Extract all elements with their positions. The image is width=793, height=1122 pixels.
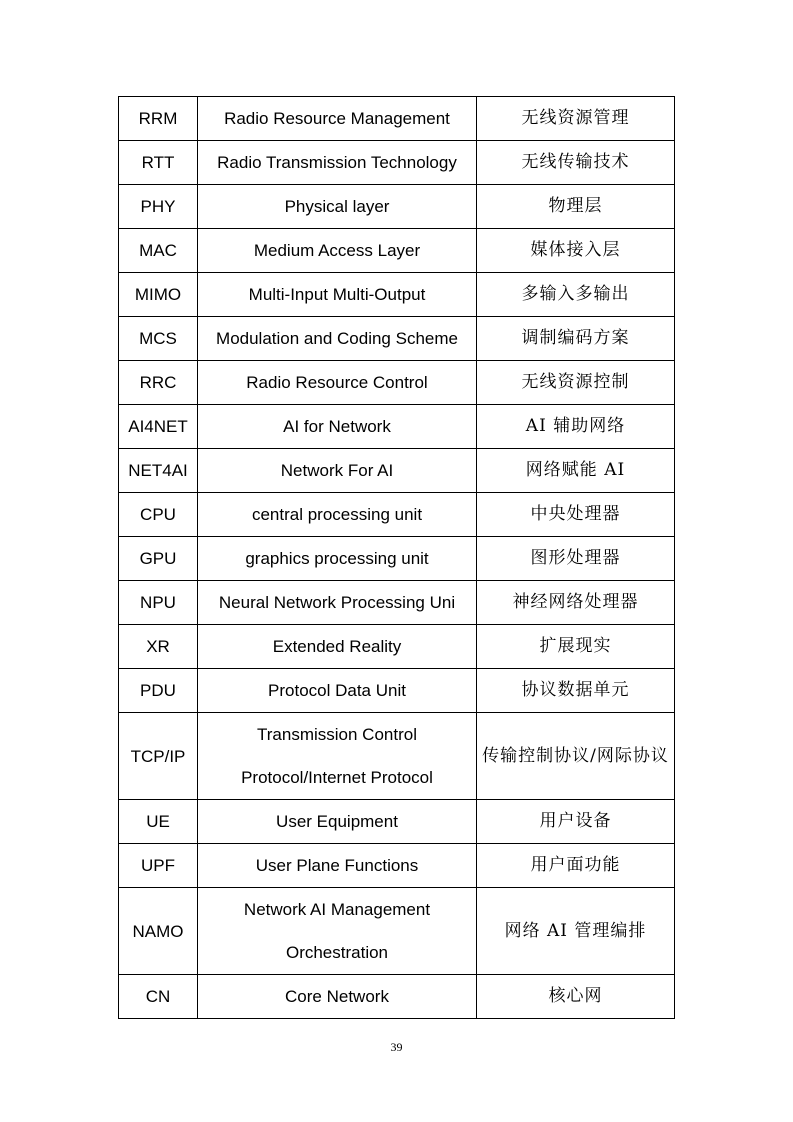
chinese-term-cell: 协议数据单元	[477, 669, 675, 713]
abbreviation-cell: UE	[119, 800, 198, 844]
chinese-term-cell: 无线资源控制	[477, 361, 675, 405]
table-row	[119, 405, 675, 449]
abbreviation-cell: RRC	[119, 361, 198, 405]
chinese-term-cell: 调制编码方案	[477, 317, 675, 361]
chinese-term-cell: 核心网	[477, 975, 675, 1019]
abbreviation-cell: RTT	[119, 141, 198, 185]
full-name-cell	[198, 888, 477, 975]
table-row	[119, 141, 675, 185]
chinese-term-cell: 物理层	[477, 185, 675, 229]
abbreviation-cell: PDU	[119, 669, 198, 713]
full-name-cell: Physical layer	[198, 185, 477, 229]
table-row	[119, 625, 675, 669]
full-name-cell: Extended Reality	[198, 625, 477, 669]
full-name-cell: graphics processing unit	[198, 537, 477, 581]
full-name-cell: Radio Resource Management	[198, 97, 477, 141]
chinese-term-cell: 无线传输技术	[477, 141, 675, 185]
abbreviation-cell: CPU	[119, 493, 198, 537]
chinese-term-cell: 传输控制协议/网际协议	[477, 713, 675, 800]
full-name-cell: Radio Transmission Technology	[198, 141, 477, 185]
abbreviation-cell: NET4AI	[119, 449, 198, 493]
chinese-term-cell: 用户设备	[477, 800, 675, 844]
table-row	[119, 361, 675, 405]
table-row	[119, 97, 675, 141]
abbreviation-cell: AI4NET	[119, 405, 198, 449]
full-name-line: Orchestration	[285, 943, 389, 962]
full-name-cell: AI for Network	[198, 405, 477, 449]
full-name-cell	[198, 713, 477, 800]
chinese-term-cell: 用户面功能	[477, 844, 675, 888]
abbreviation-cell: CN	[119, 975, 198, 1019]
abbreviation-cell: MAC	[119, 229, 198, 273]
full-name-cell: Medium Access Layer	[198, 229, 477, 273]
abbreviation-cell: MCS	[119, 317, 198, 361]
table-row	[119, 449, 675, 493]
chinese-term-cell: 网络赋能 AI	[477, 449, 675, 493]
table-row	[119, 185, 675, 229]
full-name-cell: User Equipment	[198, 800, 477, 844]
table-row	[119, 800, 675, 844]
chinese-term-cell: 媒体接入层	[477, 229, 675, 273]
full-name-cell: User Plane Functions	[198, 844, 477, 888]
chinese-term-cell: 神经网络处理器	[477, 581, 675, 625]
chinese-term-cell: 图形处理器	[477, 537, 675, 581]
full-name-cell: Protocol Data Unit	[198, 669, 477, 713]
full-name-line: Protocol/Internet Protocol	[241, 768, 433, 787]
page-number: 39	[390, 1040, 403, 1054]
table-row	[119, 669, 675, 713]
chinese-term-cell: 中央处理器	[477, 493, 675, 537]
chinese-term-cell: 网络 AI 管理编排	[477, 888, 675, 975]
full-name-cell: Network For AI	[198, 449, 477, 493]
abbreviation-cell: NPU	[119, 581, 198, 625]
table-row	[119, 713, 675, 800]
abbreviation-cell: UPF	[119, 844, 198, 888]
chinese-term-cell: 无线资源管理	[477, 97, 675, 141]
abbreviation-cell: NAMO	[119, 888, 198, 975]
table-row	[119, 975, 675, 1019]
abbreviation-cell: RRM	[119, 97, 198, 141]
abbreviation-cell: MIMO	[119, 273, 198, 317]
full-name-cell: central processing unit	[198, 493, 477, 537]
full-name-cell: Neural Network Processing Uni	[198, 581, 477, 625]
full-name-cell: Multi-Input Multi-Output	[198, 273, 477, 317]
full-name-line: Network AI Management	[243, 900, 431, 919]
abbreviation-cell: GPU	[119, 537, 198, 581]
abbreviation-table	[118, 96, 675, 1019]
table-row	[119, 317, 675, 361]
abbreviation-cell: PHY	[119, 185, 198, 229]
full-name-cell: Modulation and Coding Scheme	[198, 317, 477, 361]
full-name-line: Transmission Control	[257, 725, 417, 744]
table-row	[119, 844, 675, 888]
chinese-term-cell: 扩展现实	[477, 625, 675, 669]
chinese-term-cell: AI 辅助网络	[477, 405, 675, 449]
table-row	[119, 493, 675, 537]
chinese-term-cell: 多输入多输出	[477, 273, 675, 317]
table-row	[119, 537, 675, 581]
abbreviation-cell: TCP/IP	[119, 713, 198, 800]
full-name-cell: Radio Resource Control	[198, 361, 477, 405]
abbreviation-cell: XR	[119, 625, 198, 669]
table-row	[119, 273, 675, 317]
table-row	[119, 888, 675, 975]
table-row	[119, 581, 675, 625]
table-row	[119, 229, 675, 273]
full-name-cell: Core Network	[198, 975, 477, 1019]
